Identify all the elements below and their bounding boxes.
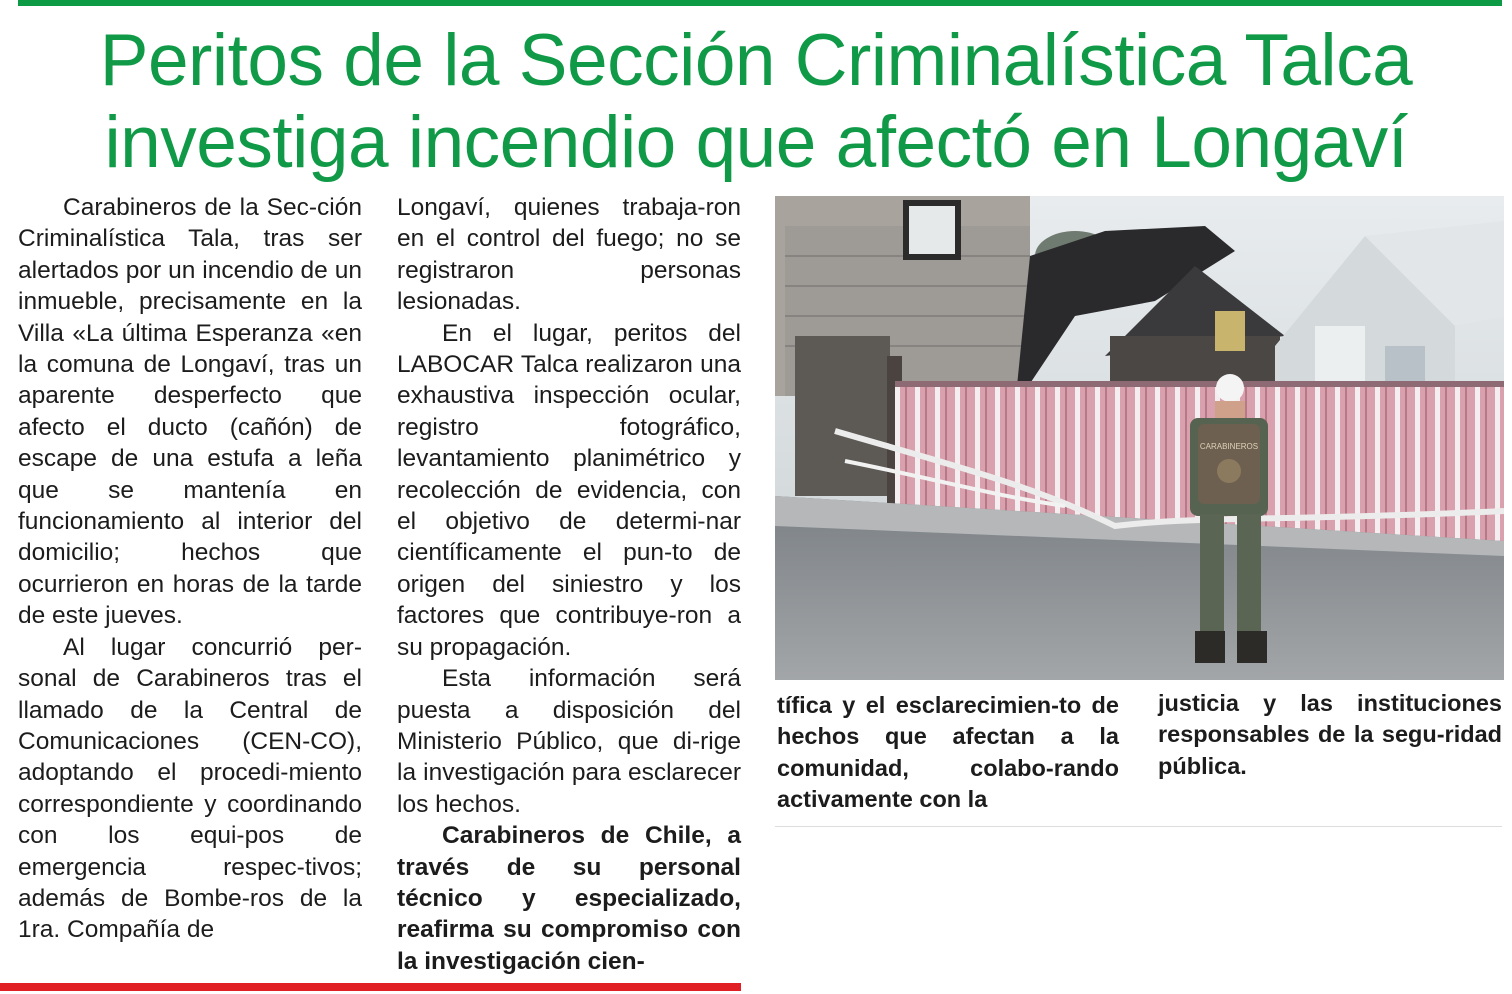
paragraph: Carabineros de la Sec-ción Criminalística Tala, tras ser alertados por un incendio de un inmueble, precisamente en la Villa «La última Esperanza «en la comuna de Longaví, tras un aparente desperfecto que afecto el ducto (cañón) de escape de una estufa a leña que se mantenía en funcionamiento al interior del domicilio; hechos que ocurrieron en horas de la tarde de este jueves. (18, 194, 362, 630)
bottom-rule (0, 983, 741, 991)
article-column-1 (18, 192, 362, 946)
paragraph: Al lugar concurrió per-sonal de Carabineros tras el llamado de la Central de Comunicaciones (CEN-CO), adoptando el procedi-miento correspondiente y coordinando con los equi-pos de emergencia respec-tivos; además de Bombe-ros de la 1ra. Compañía de (18, 633, 362, 944)
top-rule (18, 0, 1502, 6)
paragraph-bold: Carabineros de Chile, a través de su personal técnico y especializado, reafirma su compromiso con la investigación cien- (397, 822, 741, 975)
headline (0, 20, 1512, 184)
paragraph-bold: justicia y las instituciones responsables de la segu-ridad pública. (1158, 690, 1502, 779)
article-column-4 (1158, 688, 1502, 782)
article-column-2 (397, 192, 741, 977)
paragraph: En el lugar, peritos del LABOCAR Talca realizaron una exhaustiva inspección ocular, registro fotográfico, levantamiento planimétrico y recolección de evidencia, con el objetivo de determi-nar científicamente el pun-to de origen del siniestro y los factores que contribuye-ron a su propagación. (397, 319, 741, 661)
article-column-3 (777, 690, 1119, 816)
svg-text:CARABINEROS: CARABINEROS (1199, 442, 1259, 451)
paragraph-bold: tífica y el esclarecimien-to de hechos que afectan a la comunidad, colabo-rando activamente con la (777, 692, 1119, 813)
paragraph: Longaví, quienes trabaja-ron en el control del fuego; no se registraron personas lesionadas. (397, 194, 741, 316)
fire-scene-photo (775, 196, 1504, 680)
paragraph: Esta información será puesta a disposición del Ministerio Público, que di-rige la investigación para esclarecer los hechos. (397, 665, 741, 818)
headline-line-2: investiga incendio que afectó en Longaví (104, 102, 1408, 183)
headline-line-1: Peritos de la Sección Criminalística Talca (99, 20, 1413, 101)
column-divider (775, 826, 1502, 827)
